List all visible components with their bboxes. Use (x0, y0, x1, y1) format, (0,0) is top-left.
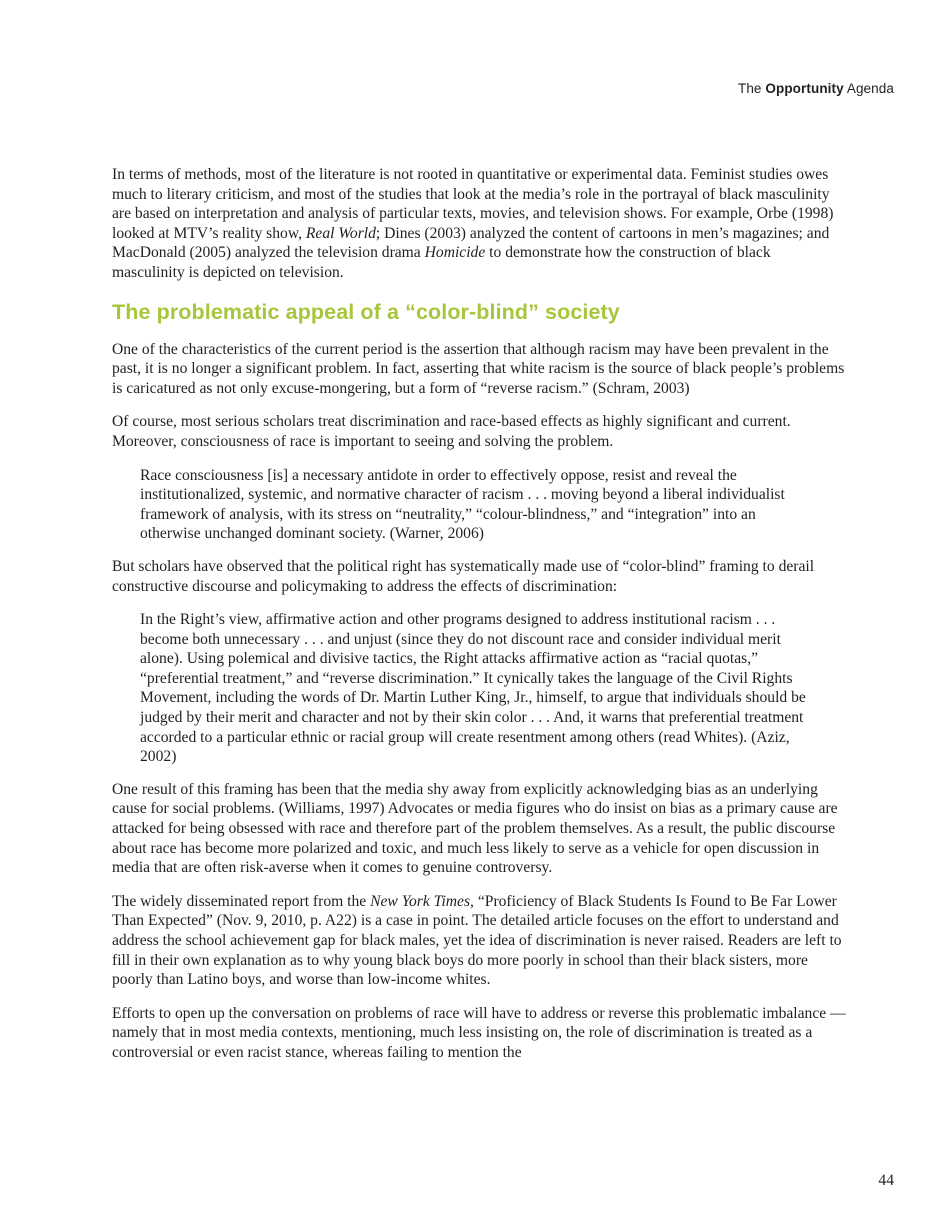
header-suffix: Agenda (846, 81, 894, 96)
paragraph-efforts: Efforts to open up the conversation on problems of race will have to address or reverse this problematic imbalance — namely that in most media contexts, mentioning, much less insisting on, the role of discrimination is treated as a controversial or even racist stance, whereas failing to mention the (112, 1004, 846, 1061)
header-prefix: The (737, 81, 762, 96)
paragraph-characteristics: One of the characteristics of the current period is the assertion that although racism may have been prevalent in the past, it is no longer a significant problem. In fact, asserting that white racism is the source of black people’s problems is caricatured as not only excuse-mongering, but a form of “reverse racism.” (Schram, 2003) (112, 340, 845, 397)
title-real-world: Real World (305, 224, 376, 242)
title-homicide: Homicide (424, 244, 486, 262)
block-quote-aziz: In the Right’s view, affirmative action and other programs designed to address institutional racism . . . become both unnecessary . . . and unjust (since they do not discount race and consider individual merit alone). Using polemical and divisive tactics, the Right attacks affirmative action as “racial quotas,” “preferential treatment,” and “reverse discrimination.” It cynically takes the language of the Civil Rights Movement, including the words of Dr. Martin Luther King, Jr., himself, to argue that individuals should be judged by their merit and character and not by their skin color . . . And, it warns that preferential treatment accorded to a particular ethnic or racial group will create resentment among others (read Whites). (Aziz, 2002) (140, 611, 806, 766)
running-header (738, 81, 894, 96)
page-number: 44 (878, 1172, 894, 1189)
block-quote-warner: Race consciousness [is] a necessary antidote in order to effectively oppose, resist and reveal the institutionalized, systemic, and normative character of racism . . . moving beyond a liberal individualist framework of analysis, with its stress on “neutrality,” “colour-blindness,” and “integration” into an otherwise unchanged dominant society. (Warner, 2006) (140, 466, 785, 543)
paragraph-political-right: But scholars have observed that the political right has systematically made use of “color-blind” framing to derail constructive discourse and policymaking to address the effects of discrimination: (112, 557, 815, 595)
header-brand: Opportunity (765, 81, 844, 96)
paragraph-framing-result: One result of this framing has been that the media shy away from explicitly acknowledging bias as an underlying cause for social problems. (Williams, 1997) Advocates or media figures who do insist on bias as a primary cause are attacked for being obsessed with race and therefore part of the problem themselves. As a result, the public discourse about race has become more polarized and toxic, and much less likely to serve as a vehicle for open discussion in media that are often risk-averse when it comes to genuine controversy. (112, 780, 838, 877)
paragraph-methods: In terms of methods, most of the literature is not rooted in quantitative or experimental data. Feminist studies owes much to literary criticism, and most of the studies that look at the media’s role in the portrayal of black masculinity are based on interpretation and analysis of particular texts, movies, and television shows. For example, Orbe (1998) looked at MTV’s reality show, Real World; Dines (2003) analyzed the content of cartoons in men’s magazines; and MacDonald (2005) analyzed the television drama Homicide to demonstrate how the construction of black masculinity is depicted on television. (112, 166, 834, 281)
body-text (112, 165, 847, 1077)
title-new-york-times: New York Times (370, 892, 471, 910)
section-heading: The problematic appeal of a “color-blind” society (112, 299, 620, 324)
paragraph-nyt-report: The widely disseminated report from the New York Times, “Proficiency of Black Students Is Found to Be Far Lower Than Expected” (Nov. 9, 2010, p. A22) is a case in point. The detailed article focuses on the effort to understand and address the school achievement gap for black males, yet the idea of discrimination is never raised. Readers are left to fill in their own explanation as to why young black boys do more poorly in school than their black sisters, more poorly than Latino boys, and worse than low-income whites. (112, 892, 842, 989)
paragraph-scholars: Of course, most serious scholars treat discrimination and race-based effects as highly significant and current. Moreover, consciousness of race is important to seeing and solving the problem. (112, 413, 791, 450)
